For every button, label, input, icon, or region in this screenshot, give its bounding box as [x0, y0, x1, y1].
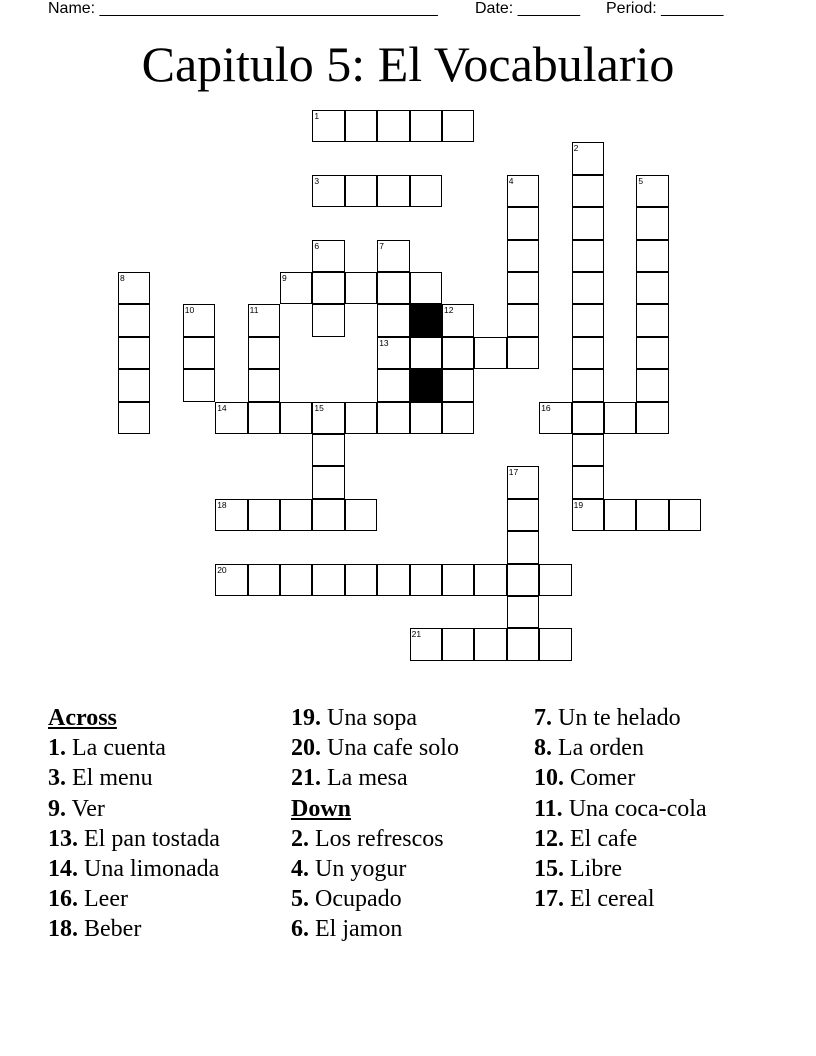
- clue-item-text: Ver: [66, 795, 105, 822]
- grid-cell[interactable]: [280, 402, 312, 434]
- clue-item-number: 5.: [291, 886, 309, 913]
- grid-cell[interactable]: [248, 402, 280, 434]
- clue-item-text: Un te helado: [552, 705, 681, 731]
- clue-number: 8: [120, 273, 125, 283]
- grid-cell[interactable]: [377, 110, 409, 142]
- black-cell: [410, 369, 442, 401]
- page-title: Capitulo 5: El Vocabulario: [141, 36, 675, 92]
- clue-item: [534, 854, 707, 884]
- grid-cell[interactable]: [442, 337, 474, 369]
- grid-cell[interactable]: [572, 175, 604, 207]
- grid-cell[interactable]: [539, 402, 571, 434]
- grid-cell[interactable]: [118, 337, 150, 369]
- grid-cell[interactable]: [410, 337, 442, 369]
- clue-item-number: 8.: [534, 735, 552, 762]
- clue-item: [48, 733, 220, 763]
- grid-cell[interactable]: [345, 175, 377, 207]
- clue-item-text: Una cafe solo: [321, 735, 459, 762]
- grid-cell[interactable]: [280, 499, 312, 531]
- clue-number: 9: [282, 273, 287, 283]
- grid-cell[interactable]: [442, 304, 474, 336]
- clue-number: 2: [573, 143, 579, 154]
- grid-cell[interactable]: [442, 369, 474, 401]
- grid-cell[interactable]: [507, 304, 539, 336]
- clue-item-text: Libre: [564, 856, 622, 883]
- clue-item-text: El cafe: [564, 825, 638, 852]
- grid-cell[interactable]: [280, 272, 312, 304]
- clue-item: [291, 824, 459, 854]
- clue-item-text: El pan tostada: [78, 825, 220, 852]
- clue-item-number: 6.: [291, 916, 309, 943]
- grid-cell[interactable]: [118, 369, 150, 401]
- clue-item: [534, 794, 707, 824]
- clue-item-number: 14.: [48, 856, 78, 883]
- grid-cell[interactable]: [572, 337, 604, 369]
- grid-cell[interactable]: [410, 272, 442, 304]
- grid-cell[interactable]: [248, 564, 280, 596]
- grid-cell[interactable]: [312, 240, 344, 272]
- grid-cell[interactable]: [507, 175, 539, 207]
- clue-item: [48, 884, 220, 914]
- grid-cell[interactable]: [248, 304, 280, 336]
- clue-item-number: 11.: [534, 795, 563, 822]
- clue-number: 13: [379, 337, 389, 348]
- clue-column-2: [291, 703, 459, 945]
- clue-item: [48, 794, 220, 824]
- grid-cell[interactable]: [636, 499, 668, 531]
- clue-number: 18: [217, 499, 227, 510]
- clue-item-text: Una coca-cola: [562, 795, 707, 822]
- grid-cell[interactable]: [248, 369, 280, 401]
- clue-item-number: 13.: [48, 825, 78, 852]
- grid-cell[interactable]: [377, 402, 409, 434]
- grid-cell[interactable]: [312, 110, 344, 142]
- clue-number: 3: [314, 175, 320, 186]
- grid-cell[interactable]: [572, 369, 604, 401]
- grid-cell[interactable]: [572, 499, 604, 531]
- clue-item-text: El jamon: [309, 916, 403, 943]
- grid-cell[interactable]: [507, 628, 539, 660]
- clue-item-text: Ocupado: [309, 886, 402, 913]
- clue-item: [534, 763, 707, 793]
- grid-cell[interactable]: [410, 564, 442, 596]
- clue-number: 15: [314, 402, 324, 413]
- grid-cell[interactable]: [539, 628, 571, 660]
- clue-number: 12: [444, 305, 454, 316]
- grid-cell[interactable]: [636, 337, 668, 369]
- clue-item: [48, 824, 220, 854]
- black-cell: [410, 304, 442, 336]
- grid-cell[interactable]: [474, 337, 506, 369]
- clue-item: [291, 914, 459, 944]
- grid-cell[interactable]: [280, 564, 312, 596]
- clue-item: [291, 703, 459, 733]
- clue-item-number: 10.: [534, 765, 564, 792]
- grid-cell[interactable]: [572, 434, 604, 466]
- grid-cell[interactable]: [442, 564, 474, 596]
- grid-cell[interactable]: [539, 564, 571, 596]
- grid-cell[interactable]: [442, 402, 474, 434]
- grid-cell[interactable]: [118, 402, 150, 434]
- clue-number: 21: [411, 629, 422, 640]
- clue-item-number: 12.: [534, 825, 564, 852]
- grid-cell[interactable]: [636, 369, 668, 401]
- clue-column-3: [534, 703, 707, 914]
- clue-item-number: 15.: [534, 856, 564, 883]
- clue-item-number: 18.: [48, 916, 78, 943]
- grid-cell[interactable]: [507, 240, 539, 272]
- grid-cell[interactable]: [118, 304, 150, 336]
- grid-cell[interactable]: [572, 402, 604, 434]
- clue-number: 7: [379, 240, 384, 251]
- clue-item-text: El cereal: [564, 886, 655, 913]
- grid-cell[interactable]: [215, 499, 247, 531]
- clue-number: 14: [217, 402, 227, 413]
- grid-cell[interactable]: [377, 304, 409, 336]
- grid-cell[interactable]: [345, 499, 377, 531]
- grid-cell[interactable]: [604, 402, 636, 434]
- clue-number: 1: [314, 111, 320, 121]
- grid-cell[interactable]: [377, 337, 409, 369]
- clue-item: [534, 733, 707, 763]
- grid-cell[interactable]: [636, 272, 668, 304]
- clue-number: 17: [508, 467, 519, 478]
- grid-cell[interactable]: [636, 240, 668, 272]
- clue-item-text: Una sopa: [321, 705, 417, 731]
- grid-cell[interactable]: [507, 531, 539, 563]
- grid-cell[interactable]: [636, 402, 668, 434]
- clue-item-text: La orden: [552, 735, 644, 762]
- clue-item-number: 1.: [48, 735, 66, 762]
- grid-cell[interactable]: [215, 564, 247, 596]
- grid-cell[interactable]: [604, 499, 636, 531]
- clue-item-number: 21.: [291, 765, 321, 792]
- grid-cell[interactable]: [312, 499, 344, 531]
- grid-cell[interactable]: [442, 628, 474, 660]
- clue-item-text: Un yogur: [309, 856, 407, 883]
- clue-item-number: 17.: [534, 886, 564, 913]
- grid-cell[interactable]: [507, 272, 539, 304]
- clue-item-text: El menu: [66, 765, 153, 792]
- grid-cell[interactable]: [377, 272, 409, 304]
- grid-cell[interactable]: [312, 175, 344, 207]
- clue-section-heading: Down: [291, 795, 352, 822]
- clue-number: 19: [573, 499, 584, 510]
- grid-cell[interactable]: [572, 240, 604, 272]
- clue-column-1: [48, 703, 220, 945]
- clue-item: [291, 884, 459, 914]
- grid-cell[interactable]: [312, 304, 344, 336]
- clue-item-text: Comer: [564, 765, 636, 792]
- clue-item: [534, 824, 707, 854]
- clue-item-text: Leer: [78, 886, 128, 913]
- grid-cell[interactable]: [312, 564, 344, 596]
- grid-cell[interactable]: [312, 402, 344, 434]
- clue-item: [291, 854, 459, 884]
- period-field: Period: _______: [606, 0, 724, 17]
- grid-cell[interactable]: [507, 207, 539, 239]
- grid-cell[interactable]: [474, 628, 506, 660]
- grid-cell[interactable]: [572, 466, 604, 498]
- clue-item: [534, 703, 707, 733]
- grid-cell[interactable]: [118, 272, 150, 304]
- clue-item-text: La mesa: [321, 765, 408, 792]
- grid-cell[interactable]: [669, 499, 701, 531]
- clue-item: [534, 884, 707, 914]
- grid-cell[interactable]: [636, 304, 668, 336]
- grid-cell[interactable]: [345, 564, 377, 596]
- clue-item-text: Los refrescos: [309, 825, 444, 852]
- grid-cell[interactable]: [636, 207, 668, 239]
- grid-cell[interactable]: [312, 466, 344, 498]
- grid-cell[interactable]: [572, 272, 604, 304]
- clue-item-text: Una limonada: [78, 856, 220, 883]
- grid-cell[interactable]: [377, 240, 409, 272]
- clue-item-number: 4.: [291, 856, 309, 883]
- grid-cell[interactable]: [345, 272, 377, 304]
- clue-item-number: 20.: [291, 735, 321, 762]
- grid-cell[interactable]: [410, 402, 442, 434]
- grid-cell[interactable]: [410, 175, 442, 207]
- clue-number: 11: [249, 305, 259, 316]
- clue-section-heading: Across: [48, 705, 117, 731]
- clue-item-number: 3.: [48, 765, 66, 792]
- grid-cell[interactable]: [507, 596, 539, 628]
- grid-cell[interactable]: [442, 110, 474, 142]
- clue-item: [291, 763, 459, 793]
- grid-cell[interactable]: [248, 337, 280, 369]
- grid-cell[interactable]: [248, 499, 280, 531]
- clue-item-number: 2.: [291, 825, 309, 852]
- grid-cell[interactable]: [474, 564, 506, 596]
- clue-item: [48, 763, 220, 793]
- clue-item-number: 19.: [291, 705, 321, 731]
- name-field: Name: ______________________________________: [48, 0, 438, 17]
- grid-cell[interactable]: [183, 337, 215, 369]
- grid-cell[interactable]: [183, 369, 215, 401]
- grid-cell[interactable]: [507, 466, 539, 498]
- clue-number: 5: [638, 175, 644, 186]
- clue-number: 6: [314, 240, 320, 251]
- grid-cell[interactable]: [636, 175, 668, 207]
- clue-number: 4: [508, 175, 514, 186]
- clue-item-number: 7.: [534, 705, 552, 731]
- clue-item-text: La cuenta: [66, 735, 166, 762]
- grid-cell[interactable]: [345, 110, 377, 142]
- grid-cell[interactable]: [507, 499, 539, 531]
- clue-number: 16: [541, 402, 551, 413]
- grid-cell[interactable]: [507, 337, 539, 369]
- clue-item: [48, 914, 220, 944]
- clue-number: 20: [217, 564, 227, 575]
- clue-item: [291, 733, 459, 763]
- grid-cell[interactable]: [410, 628, 442, 660]
- grid-cell[interactable]: [312, 434, 344, 466]
- grid-cell[interactable]: [410, 110, 442, 142]
- grid-cell[interactable]: [183, 304, 215, 336]
- clue-item: [48, 854, 220, 884]
- grid-cell[interactable]: [345, 402, 377, 434]
- date-field: Date: _______: [475, 0, 580, 17]
- grid-cell[interactable]: [312, 272, 344, 304]
- grid-cell[interactable]: [572, 207, 604, 239]
- grid-cell[interactable]: [377, 175, 409, 207]
- grid-cell[interactable]: [572, 142, 604, 174]
- grid-cell[interactable]: [507, 564, 539, 596]
- clue-item-number: 16.: [48, 886, 78, 913]
- grid-cell[interactable]: [215, 402, 247, 434]
- clue-item-number: 9.: [48, 795, 66, 822]
- grid-cell[interactable]: [377, 564, 409, 596]
- grid-cell[interactable]: [377, 369, 409, 401]
- grid-cell[interactable]: [572, 304, 604, 336]
- clue-item-text: Beber: [78, 916, 142, 943]
- clue-number: 10: [184, 305, 195, 316]
